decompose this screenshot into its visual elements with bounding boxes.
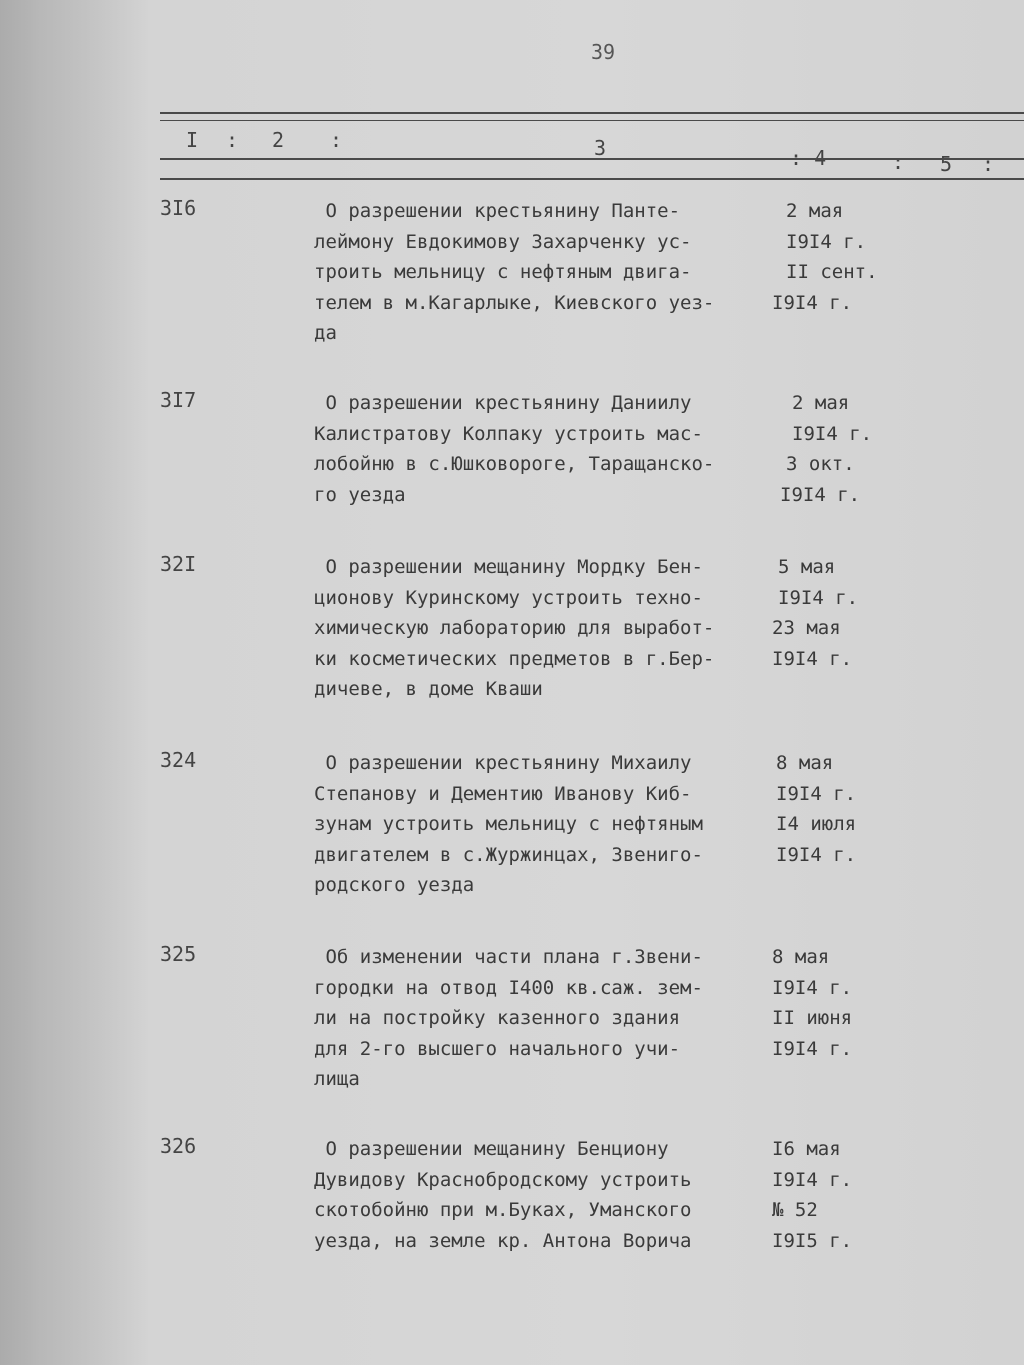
title-line: городки на отвод I400 кв.саж. зем- xyxy=(314,976,703,999)
entry-dates xyxy=(772,196,902,318)
title-line: О разрешении мещанину Мордку Бен- xyxy=(314,556,703,578)
entry-dates xyxy=(772,552,902,674)
col-head-sep-5: : xyxy=(982,152,995,176)
header-rule-top-thin xyxy=(160,120,1024,121)
col-head-1: I xyxy=(186,128,199,152)
date-line: 8 мая xyxy=(772,946,830,968)
entry-dates xyxy=(772,748,902,870)
title-line: О разрешении мещанину Бенциону xyxy=(314,1138,669,1160)
entry-title xyxy=(314,1134,774,1256)
date-line: II сент. xyxy=(786,261,878,283)
entry-number: 324 xyxy=(160,748,197,772)
header-rule-mid xyxy=(160,158,1024,160)
entry-dates xyxy=(772,942,902,1064)
col-head-5: 5 xyxy=(940,152,953,176)
title-line: Дувидову Краснобродскому устроить xyxy=(314,1168,692,1191)
date-line: I9I4 г. xyxy=(778,586,859,609)
title-line: ционову Куринскому устроить техно- xyxy=(314,586,703,609)
entry-number: 325 xyxy=(160,942,197,966)
date-line: I9I4 г. xyxy=(772,976,853,999)
title-line: О разрешении крестьянину Панте- xyxy=(314,200,681,222)
col-head-4: : 4 xyxy=(790,146,827,170)
date-line: 2 мая xyxy=(786,200,844,222)
title-line: лобойню в с.Юшковороге, Таращанско- xyxy=(314,453,715,475)
date-line: I6 мая xyxy=(772,1138,841,1160)
title-line: О разрешении крестьянину Михаилу xyxy=(314,752,692,774)
title-line: ли на постройку казенного здания xyxy=(314,1007,681,1029)
date-line: I9I5 г. xyxy=(772,1229,853,1252)
header-rule-top xyxy=(160,112,1024,114)
date-line: 3 окт. xyxy=(786,453,855,475)
title-line: скотобойню при м.Буках, Уманского xyxy=(314,1199,692,1221)
col-head-sep-4: : xyxy=(892,150,905,174)
date-line: 5 мая xyxy=(778,556,836,578)
date-line: II июня xyxy=(772,1007,853,1029)
title-line: го уезда xyxy=(314,483,406,506)
title-line: Об изменении части плана г.Звени- xyxy=(314,946,703,968)
date-line: I9I4 г. xyxy=(772,1168,853,1191)
title-line: Калистратову Колпаку устроить мас- xyxy=(314,422,703,445)
title-line: дичеве, в доме Кваши xyxy=(314,678,543,700)
entry-number: 3I6 xyxy=(160,196,197,220)
entry-dates xyxy=(772,1134,902,1256)
date-line: I9I4 г. xyxy=(772,1037,853,1060)
entry-title xyxy=(314,942,774,1095)
title-line: химическую лабораторию для выработ- xyxy=(314,617,715,639)
date-line: № 52 xyxy=(772,1199,818,1221)
entry-title xyxy=(314,748,774,901)
title-line: да xyxy=(314,322,337,344)
title-line: двигателем в с.Журжинцах, Звениго- xyxy=(314,843,703,866)
title-line: леймону Евдокимову Захарченку ус- xyxy=(314,230,692,253)
date-line: I9I4 г. xyxy=(776,782,857,805)
title-line: троить мельницу с нефтяным двига- xyxy=(314,261,692,283)
title-line: ки косметических предметов в г.Бер- xyxy=(314,647,715,670)
page-fold-shadow xyxy=(0,0,150,1365)
header-rule-bottom xyxy=(160,178,1024,180)
date-line: 8 мая xyxy=(776,752,834,774)
col-head-2: 2 xyxy=(272,128,285,152)
entry-title xyxy=(314,552,774,705)
title-line: телем в м.Кагарлыке, Киевского уез- xyxy=(314,291,715,314)
entry-dates xyxy=(772,388,902,510)
entry-number: 326 xyxy=(160,1134,197,1158)
date-line: I9I4 г. xyxy=(772,291,853,314)
col-head-sep-1: : xyxy=(226,128,239,152)
entry-number: 3I7 xyxy=(160,388,197,412)
col-head-sep-2: : xyxy=(330,128,343,152)
date-line: I4 июля xyxy=(776,813,857,835)
entry-title xyxy=(314,388,774,510)
entry-number: 32I xyxy=(160,552,197,576)
page-number: 39 xyxy=(590,40,616,64)
date-line: I9I4 г. xyxy=(772,647,853,670)
date-line: I9I4 г. xyxy=(786,230,867,253)
date-line: I9I4 г. xyxy=(776,843,857,866)
title-line: для 2-го высшего начального учи- xyxy=(314,1037,681,1060)
col-head-3: 3 xyxy=(594,136,607,160)
date-line: I9I4 г. xyxy=(792,422,873,445)
date-line: 2 мая xyxy=(792,392,850,414)
title-line: зунам устроить мельницу с нефтяным xyxy=(314,813,703,835)
title-line: О разрешении крестьянину Даниилу xyxy=(314,392,692,414)
title-line: лища xyxy=(314,1068,360,1090)
entry-title xyxy=(314,196,774,349)
title-line: Степанову и Дементию Иванову Киб- xyxy=(314,782,692,805)
date-line: 23 мая xyxy=(772,617,841,639)
title-line: уезда, на земле кр. Антона Ворича xyxy=(314,1229,692,1252)
date-line: I9I4 г. xyxy=(780,483,861,506)
title-line: родского уезда xyxy=(314,874,475,896)
